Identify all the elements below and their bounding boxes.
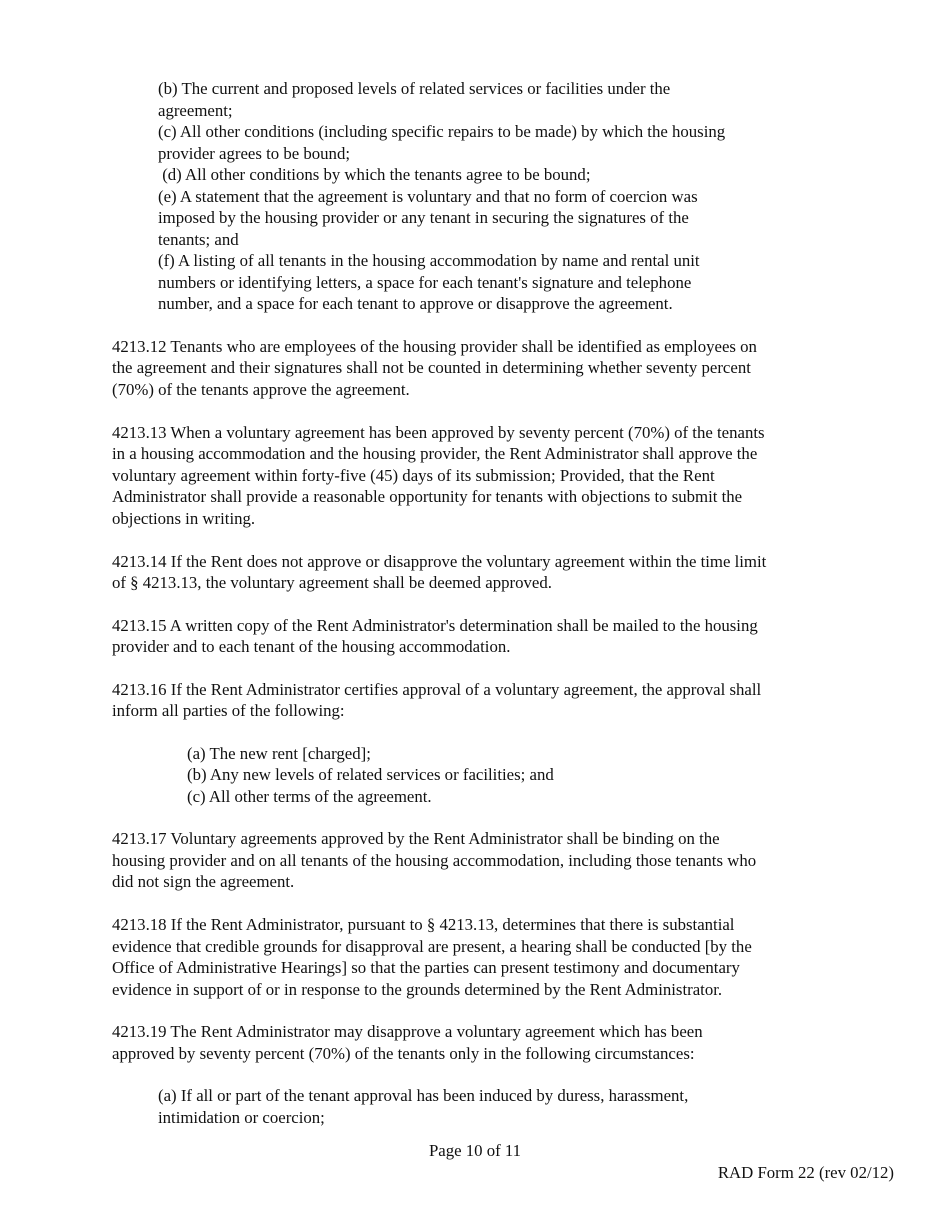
list-item: (a) If all or part of the tenant approval has been induced by duress, harassment,: [158, 1086, 689, 1105]
text-line: of § 4213.13, the voluntary agreement shall be deemed approved.: [112, 573, 552, 592]
text-line: in a housing accommodation and the housing provider, the Rent Administrator shall approve the: [112, 444, 758, 463]
section-4213-12: 4213.12 Tenants who are employees of the housing provider shall be identified as employees on: [112, 337, 757, 356]
text-line: the agreement and their signatures shall not be counted in determining whether seventy percent: [112, 358, 751, 377]
text-line: objections in writing.: [112, 509, 256, 528]
text-line: agreement;: [158, 101, 233, 120]
text-line: (70%) of the tenants approve the agreement.: [112, 380, 410, 399]
text-line: provider agrees to be bound;: [158, 144, 350, 163]
text-line: Office of Administrative Hearings] so that the parties can present testimony and documentary: [112, 958, 740, 977]
text-line: (d) All other conditions by which the tenants agree to be bound;: [158, 165, 591, 184]
text-line: imposed by the housing provider or any tenant in securing the signatures of the: [158, 208, 689, 227]
page-number: Page 10 of 11: [428, 1141, 522, 1160]
text-line: inform all parties of the following:: [112, 701, 345, 720]
section-4213-19: 4213.19 The Rent Administrator may disapprove a voluntary agreement which has been: [112, 1022, 703, 1041]
text-line: voluntary agreement within forty-five (45) days of its submission; Provided, that the Rent: [112, 466, 715, 485]
list-item: (c) All other terms of the agreement.: [187, 787, 432, 806]
list-item: (a) The new rent [charged];: [187, 744, 371, 763]
text-line: evidence in support of or in response to the grounds determined by the Rent Administrator.: [112, 980, 723, 999]
text-line: Administrator shall provide a reasonable opportunity for tenants with objections to submit the: [112, 487, 743, 506]
text-line: (b) The current and proposed levels of related services or facilities under the: [158, 79, 671, 98]
text-line: (c) All other conditions (including specific repairs to be made) by which the housing: [158, 122, 726, 141]
text-line: numbers or identifying letters, a space for each tenant's signature and telephone: [158, 273, 692, 292]
text-line: housing provider and on all tenants of the housing accommodation, including those tenants who: [112, 851, 757, 870]
text-line: tenants; and: [158, 230, 239, 249]
list-item: (b) Any new levels of related services or facilities; and: [187, 765, 554, 784]
text-line: number, and a space for each tenant to approve or disapprove the agreement.: [158, 294, 673, 313]
text-line: (e) A statement that the agreement is voluntary and that no form of coercion was: [158, 187, 698, 206]
text-line: evidence that credible grounds for disapproval are present, a hearing shall be conducted [by the: [112, 937, 752, 956]
section-4213-16: 4213.16 If the Rent Administrator certifies approval of a voluntary agreement, the approval shall: [112, 680, 762, 699]
text-line: (f) A listing of all tenants in the housing accommodation by name and rental unit: [158, 251, 700, 270]
section-4213-17: 4213.17 Voluntary agreements approved by the Rent Administrator shall be binding on the: [112, 829, 720, 848]
text-line: did not sign the agreement.: [112, 872, 295, 891]
text-line: intimidation or coercion;: [158, 1108, 325, 1127]
section-4213-13: 4213.13 When a voluntary agreement has been approved by seventy percent (70%) of the tenants: [112, 423, 765, 442]
section-4213-14: 4213.14 If the Rent does not approve or disapprove the voluntary agreement within the time limit: [112, 552, 767, 571]
text-line: provider and to each tenant of the housing accommodation.: [112, 637, 511, 656]
text-line: approved by seventy percent (70%) of the tenants only in the following circumstances:: [112, 1044, 695, 1063]
section-4213-18: 4213.18 If the Rent Administrator, pursuant to § 4213.13, determines that there is substantial: [112, 915, 735, 934]
section-4213-15: 4213.15 A written copy of the Rent Administrator's determination shall be mailed to the housing: [112, 616, 758, 635]
form-label: RAD Form 22 (rev 02/12): [717, 1163, 894, 1182]
